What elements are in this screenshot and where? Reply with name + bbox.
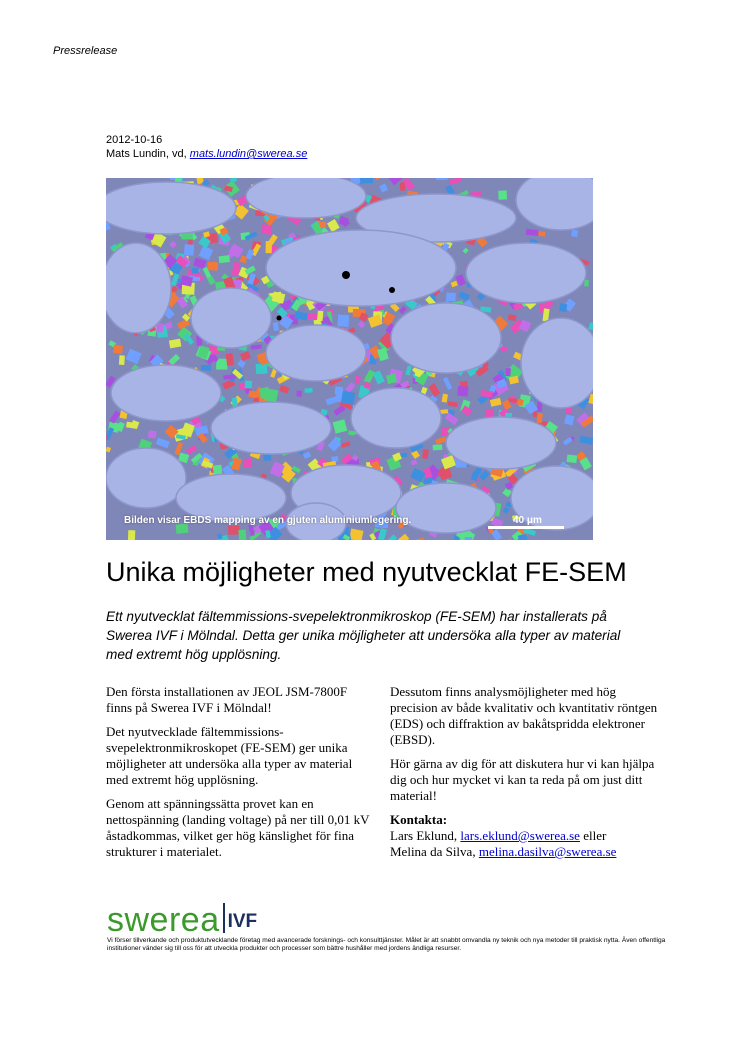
logo-unit: IVF <box>227 911 258 932</box>
body-paragraph: Den första installationen av JEOL JSM-7800F finns på Swerea IVF i Mölndal! <box>106 684 348 715</box>
ebsd-micrograph <box>106 178 593 540</box>
contact-person-2: Melina da Silva, <box>390 844 479 859</box>
release-date: 2012-10-16 <box>106 134 163 146</box>
body-paragraph: Det nyutvecklade fältemmissions-svepelektronmikroskopet (FE-SEM) ger unika möjligheter att undersöka alla typer av material med extremt hög upplösning. <box>106 724 353 787</box>
contact-connector: eller <box>579 828 607 843</box>
lead-paragraph: Ett nyutvecklat fältemmissions-svepelektronmikroskop (FE-SEM) har installerats på Swerea IVF i Mölndal. Detta ger unika möjligheter att undersöka alla typer av material med extremt hög upplösning. <box>106 609 621 662</box>
swerea-ivf-logo <box>107 900 258 939</box>
contact-email-link[interactable]: mats.lundin@swerea.se <box>189 148 308 160</box>
contact-name: Mats Lundin, vd, <box>106 148 190 160</box>
body-column-right <box>390 684 660 860</box>
scale-bar <box>488 526 564 529</box>
scale-label: 40 μm <box>513 515 542 526</box>
contact-person-1: Lars Eklund, <box>390 828 461 843</box>
contact-line-2 <box>390 844 660 860</box>
contact-email-1-link[interactable]: lars.eklund@swerea.se <box>460 828 580 843</box>
contact-line <box>106 147 307 161</box>
contact-email-2-link[interactable]: melina.dasilva@swerea.se <box>478 844 617 859</box>
logo-wordmark: swerea <box>107 901 220 939</box>
logo-divider <box>223 903 225 933</box>
headline: Unika möjligheter med nyutvecklat FE-SEM <box>106 557 627 587</box>
document-label: Pressrelease <box>53 45 118 57</box>
body-paragraph: Genom att spänningssätta provet kan en nettospänning (landing voltage) på ner till 0,01 kV åstadkommas, vilket ger hög känslighet för fina strukturer i materialet. <box>106 796 370 859</box>
contact-heading: Kontakta: <box>390 812 448 827</box>
contact-line-1 <box>390 828 660 844</box>
body-paragraph: Dessutom finns analysmöjligheter med hög precision av både kvalitativ och kvantitativ röntgen (EDS) och diffraktion av bakåtspridda elektroner (EBSD). <box>390 684 658 747</box>
footer-tagline: Vi förser tillverkande och produktutvecklande företag med avancerade forsknings- och konsulttjänster. Målet är att snabbt omvandla ny teknik och nya metoder till praktisk nytta. Även offentliga institutioner vänder sig till oss för att utveckla produkter och processer som bättre hushåller med jordens ändliga resurser. <box>107 937 666 952</box>
body-column-left <box>106 684 376 868</box>
meta-block <box>106 133 307 161</box>
body-paragraph: Hör gärna av dig för att diskutera hur vi kan hjälpa dig och hur mycket vi kan ta reda på om just ditt material! <box>390 756 655 803</box>
contact-block <box>390 812 660 860</box>
micrograph-caption: Bilden visar EBDS mapping av en gjuten aluminiumlegering. <box>124 515 412 526</box>
